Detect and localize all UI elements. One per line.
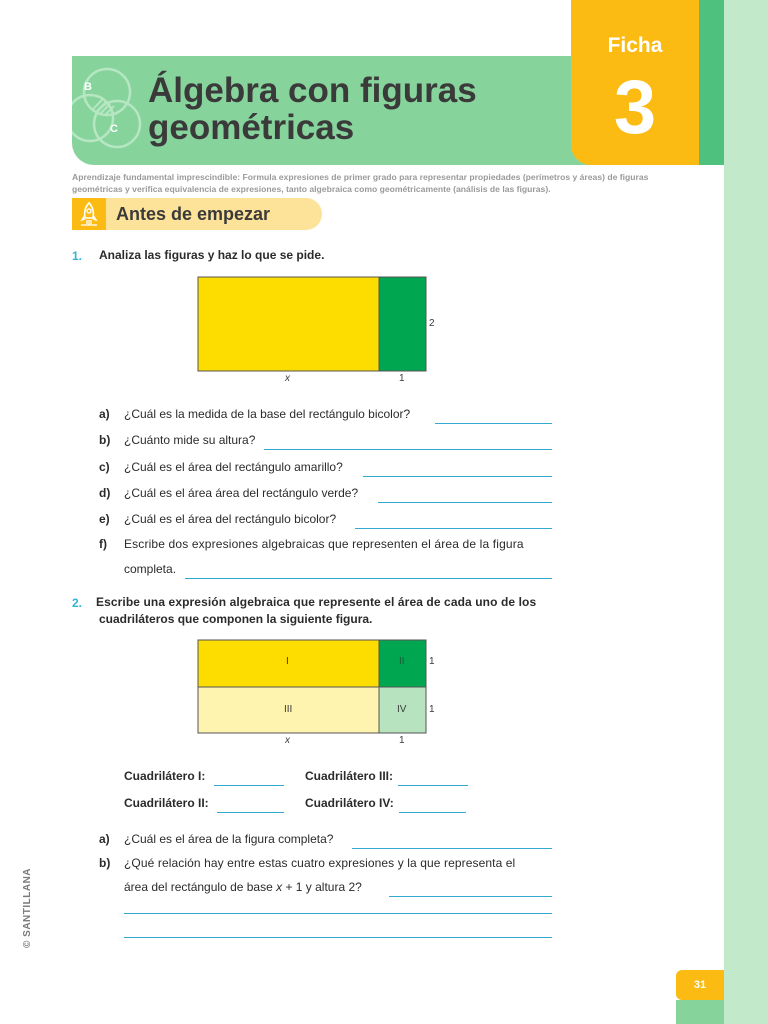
page-number-badge [676,970,724,1000]
q1-item-f-text: Escribe dos expresiones algebraicas que representen el área de la figura [124,537,524,551]
q1-item-a-text: ¿Cuál es la medida de la base del rectángulo bicolor? [124,407,411,421]
question-1-number: 1. [72,249,83,263]
section-title: Antes de empezar [116,204,271,224]
q2-item-b-text: ¿Qué relación hay entre estas cuatro expresiones y la que representa el [124,856,516,870]
side-strip-accent [699,0,724,165]
figure1-label-2: 2 [429,318,435,329]
q1-item-c-letter: c) [99,460,110,474]
q2-item-b-answer-1[interactable] [389,881,552,897]
figure2-label-1-bottom: 1 [429,704,435,715]
q1-item-c-text: ¿Cuál es el área del rectángulo amarillo? [124,460,343,474]
region-label-II: II [399,656,405,667]
yellow-rectangle [198,277,379,371]
q1-item-a-answer[interactable] [435,408,552,424]
aprendizaje-text: Aprendizaje fundamental imprescindible: Formula expresiones de primer grado para representar propiedades (perímetros y áreas) de figuras geométricas y verifica equivalencia de expresiones, tanto algebraica como geométricamente (análisis de las figuras). [72,172,649,194]
figure2-label-x: x [285,735,290,746]
quad-I-label: Cuadrilátero I: [124,769,206,783]
region-label-III: III [284,704,293,715]
quad-III-answer[interactable] [398,770,468,786]
q2-item-b-text2 [124,880,362,894]
ficha-number: 3 [613,65,657,150]
quad-I-answer[interactable] [214,770,284,786]
region-label-IV: IV [397,704,407,715]
question-2-number: 2. [72,596,83,610]
figure-four-quadrilaterals [190,632,450,742]
q1-item-d-answer[interactable] [378,487,552,503]
quad-IV-label: Cuadrilátero IV: [305,796,394,810]
q2-item-b-text2-var: x [276,880,283,894]
ficha-badge [571,0,699,165]
figure2-label-1-base: 1 [399,735,405,746]
region-label-I: I [286,656,289,667]
quad-III-label: Cuadrilátero III: [305,769,394,783]
question-2-text-line2: cuadriláteros que componen la siguiente figura. [99,612,373,626]
rocket-icon [72,198,106,230]
q2-item-a-text: ¿Cuál es el área de la figura completa? [124,832,334,846]
q1-item-b-answer[interactable] [264,434,552,450]
q2-item-a-letter: a) [99,832,110,846]
q1-item-f-letter: f) [99,537,107,551]
q1-item-e-answer[interactable] [355,513,552,529]
figure-bicolor-rectangle [190,270,450,390]
q2-item-b-text2-post: + 1 y altura 2? [282,880,362,894]
q1-item-e-text: ¿Cuál es el área del rectángulo bicolor? [124,512,337,526]
q1-item-f-text2: completa. [124,562,177,576]
venn-diagram-icon [72,66,142,158]
figure1-label-1: 1 [399,373,405,384]
q2-item-b-answer-2[interactable] [124,898,552,914]
q2-item-b-letter: b) [99,856,111,870]
quad-II-label: Cuadrilátero II: [124,796,209,810]
publisher-credit: © SANTILLANA [22,867,33,948]
q1-item-b-text: ¿Cuánto mide su altura? [124,433,256,447]
page-title-line1: Álgebra con figuras [148,71,477,110]
side-strip [724,0,768,1024]
question-1-text: Analiza las figuras y haz lo que se pide. [99,248,325,262]
q1-item-f-answer[interactable] [185,563,552,579]
page-number: 31 [693,979,707,991]
q1-item-d-letter: d) [99,486,111,500]
q1-item-c-answer[interactable] [363,461,552,477]
venn-label-c: C [110,123,118,135]
q1-item-d-text: ¿Cuál es el área área del rectángulo verde? [124,486,359,500]
q1-item-e-letter: e) [99,512,110,526]
section-icon-box [72,198,106,230]
q2-item-a-answer[interactable] [352,833,552,849]
venn-label-b: B [84,81,92,93]
q1-item-a-letter: a) [99,407,110,421]
figure1-label-x: x [285,373,290,384]
quad-IV-answer[interactable] [399,797,466,813]
question-2-text-line1: Escribe una expresión algebraica que represente el área de cada uno de los [96,595,537,609]
q2-item-b-answer-3[interactable] [124,922,552,938]
page-title [148,72,568,146]
green-rectangle [379,277,426,371]
page-number-strip [676,1000,724,1024]
quad-II-answer[interactable] [217,797,284,813]
q2-item-b-text2-pre: área del rectángulo de base [124,880,277,894]
page-title-line2: geométricas [148,108,355,147]
q1-item-b-letter: b) [99,433,111,447]
figure2-label-1-top: 1 [429,656,435,667]
ficha-label: Ficha [607,34,663,57]
